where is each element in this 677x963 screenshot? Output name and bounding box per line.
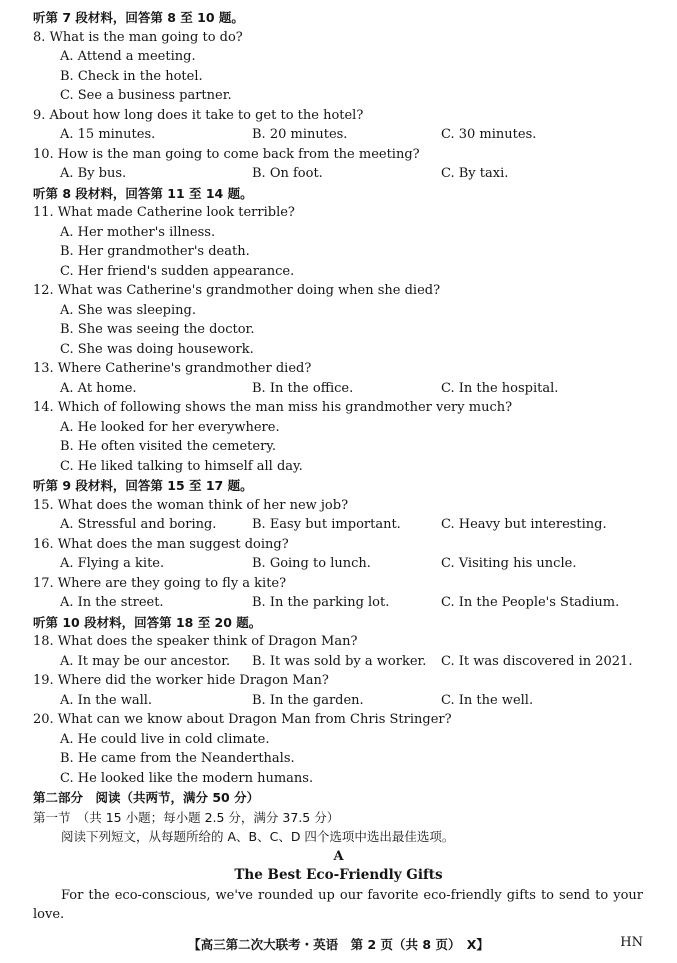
question-stem: 11. What made Catherine look terrible? bbox=[33, 205, 295, 220]
answer-option: A. 15 minutes. bbox=[60, 127, 156, 142]
part-two-title: 第二部分 阅读（共两节，满分 50 分） bbox=[33, 790, 260, 805]
footer-region-code: HN bbox=[620, 935, 643, 950]
answer-options-row bbox=[60, 593, 643, 613]
answer-option: C. He liked talking to himself all day. bbox=[60, 458, 303, 474]
answer-options-row bbox=[60, 691, 643, 711]
question-stem: 20. What can we know about Dragon Man from Chris Stringer? bbox=[33, 712, 452, 727]
question-stem: 19. Where did the worker hide Dragon Man? bbox=[33, 673, 329, 688]
answer-option: B. He came from the Neanderthals. bbox=[60, 751, 295, 766]
page-footer bbox=[0, 935, 677, 955]
answer-options-row bbox=[60, 125, 643, 145]
answer-option: A. Her mother's illness. bbox=[60, 224, 216, 240]
passage-text-line: love. bbox=[33, 907, 65, 922]
answer-option: A. It may be our ancestor. bbox=[60, 653, 231, 669]
answer-options-row bbox=[60, 554, 643, 574]
question-stem: 10. How is the man going to come back from the meeting? bbox=[33, 146, 420, 162]
answer-option: C. Her friend's sudden appearance. bbox=[60, 263, 295, 279]
question-stem: 14. Which of following shows the man miss his grandmother very much? bbox=[33, 400, 513, 415]
question-stem: 15. What does the woman think of her new job? bbox=[33, 497, 349, 513]
answer-option: B. 20 minutes. bbox=[252, 127, 348, 142]
section-header: 听第 10 段材料，回答第 18 至 20 题。 bbox=[33, 614, 262, 630]
answer-option: A. Attend a meeting. bbox=[60, 49, 196, 64]
question-stem: 12. What was Catherine's grandmother doing when she died? bbox=[33, 283, 441, 298]
answer-option: B. It was sold by a worker. bbox=[252, 653, 427, 669]
question-stem: 18. What does the speaker think of Dragon Man? bbox=[33, 634, 358, 649]
answer-options-row bbox=[60, 515, 643, 535]
footer-exam-info: 【高三第二次大联考・英语 第 2 页（共 8 页） X】 bbox=[188, 937, 489, 952]
answer-option: C. In the well. bbox=[441, 692, 534, 708]
question-stem: 9. About how long does it take to get to the hotel? bbox=[33, 107, 364, 123]
answer-option: C. Visiting his uncle. bbox=[441, 556, 577, 571]
answer-option: A. She was sleeping. bbox=[60, 302, 196, 318]
answer-option: B. In the parking lot. bbox=[252, 595, 390, 610]
section-one-title: 第一节 （共 15 小题；每小题 2.5 分，满分 37.5 分） bbox=[33, 809, 340, 825]
passage-title: The Best Eco-Friendly Gifts bbox=[234, 867, 443, 883]
answer-option: A. By bus. bbox=[60, 166, 127, 181]
question-stem: 16. What does the man suggest doing? bbox=[33, 536, 289, 552]
answer-option: C. See a business partner. bbox=[60, 88, 232, 103]
answer-option: A. He could live in cold climate. bbox=[60, 731, 270, 747]
section-header: 听第 9 段材料，回答第 15 至 17 题。 bbox=[33, 478, 253, 493]
answer-option: C. In the People's Stadium. bbox=[441, 595, 620, 610]
answer-option: A. Flying a kite. bbox=[60, 556, 165, 571]
answer-option: A. At home. bbox=[60, 380, 137, 396]
question-stem: 8. What is the man going to do? bbox=[33, 29, 243, 45]
answer-options-row bbox=[60, 379, 643, 399]
answer-option: A. Stressful and boring. bbox=[60, 517, 217, 532]
answer-option: B. He often visited the cemetery. bbox=[60, 439, 277, 454]
question-stem: 17. Where are they going to fly a kite? bbox=[33, 575, 287, 591]
answer-option: C. He looked like the modern humans. bbox=[60, 770, 314, 786]
section-header: 听第 8 段材料，回答第 11 至 14 题。 bbox=[33, 185, 253, 201]
answer-option: B. Easy but important. bbox=[252, 517, 401, 532]
answer-option: B. She was seeing the doctor. bbox=[60, 322, 255, 337]
answer-options-row bbox=[60, 652, 643, 672]
passage-text-line: For the eco-conscious, we've rounded up our favorite eco-friendly gifts to send to your bbox=[61, 887, 643, 903]
answer-option: B. In the office. bbox=[252, 380, 354, 396]
answer-options-row bbox=[60, 164, 643, 184]
answer-option: C. By taxi. bbox=[441, 166, 509, 181]
reading-instruction: 阅读下列短文，从每题所给的 A、B、C、D 四个选项中选出最佳选项。 bbox=[61, 829, 455, 844]
answer-option: B. In the garden. bbox=[252, 692, 364, 708]
passage-letter: A bbox=[333, 848, 344, 864]
question-stem: 13. Where Catherine's grandmother died? bbox=[33, 361, 312, 376]
answer-option: B. Check in the hotel. bbox=[60, 68, 203, 84]
answer-option: A. In the wall. bbox=[60, 692, 153, 708]
answer-option: A. He looked for her everywhere. bbox=[60, 419, 280, 435]
answer-option: C. Heavy but interesting. bbox=[441, 517, 607, 532]
section-header: 听第 7 段材料，回答第 8 至 10 题。 bbox=[33, 10, 244, 25]
answer-option: B. Going to lunch. bbox=[252, 556, 371, 571]
answer-option: A. In the street. bbox=[60, 595, 164, 610]
answer-option: C. She was doing housework. bbox=[60, 341, 254, 357]
answer-option: C. It was discovered in 2021. bbox=[441, 653, 633, 669]
answer-option: C. In the hospital. bbox=[441, 380, 559, 396]
answer-option: C. 30 minutes. bbox=[441, 127, 537, 142]
answer-option: B. Her grandmother's death. bbox=[60, 244, 250, 259]
answer-option: B. On foot. bbox=[252, 166, 323, 181]
